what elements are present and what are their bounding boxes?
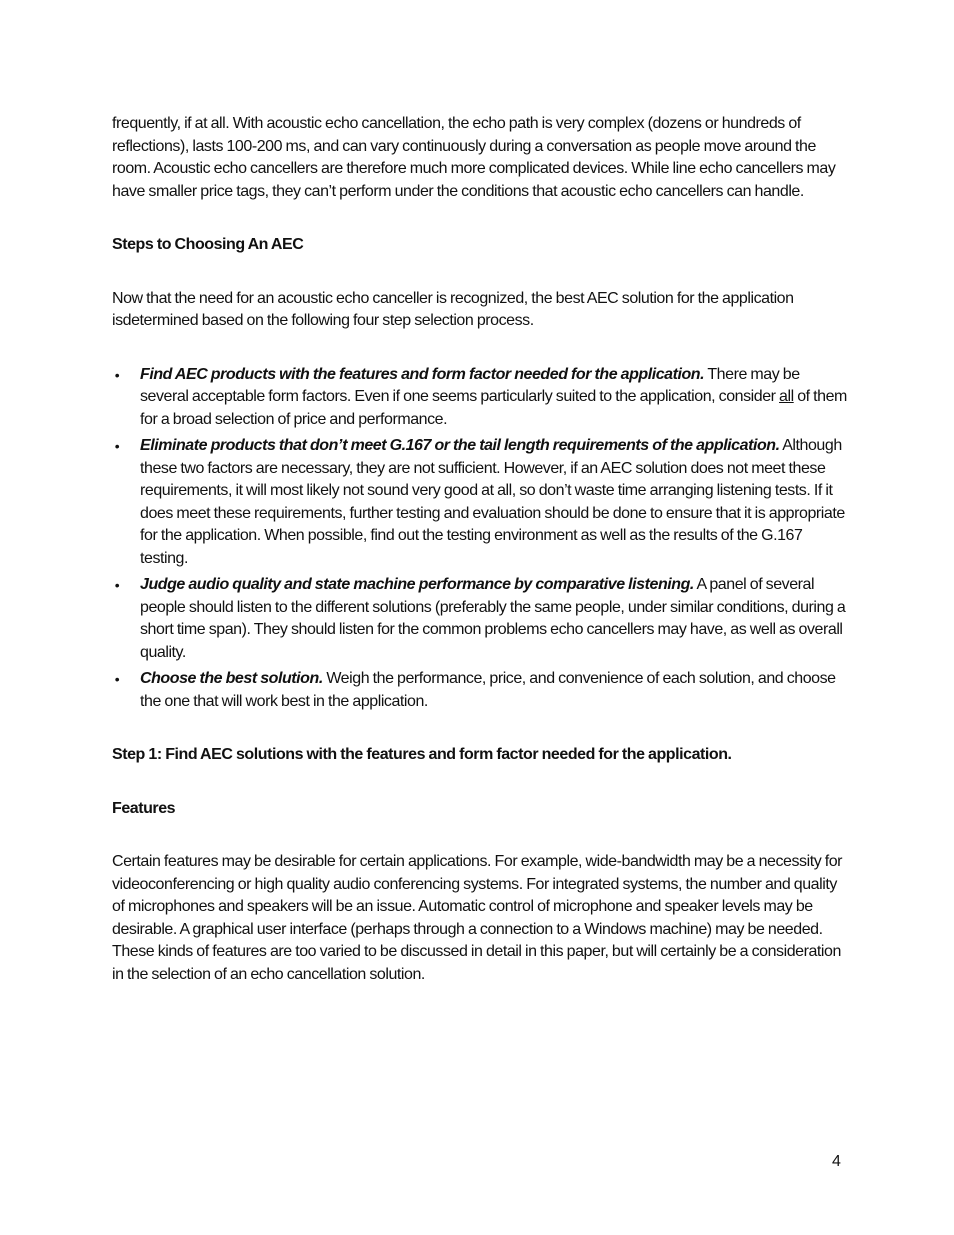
bullet-text: A panel of several people should listen to the different solutions (preferably the same people, under similar conditions, during a short time span). They should listen for the common problems echo cancellers may have, as well as overall quality. bbox=[140, 576, 846, 661]
bullet-text: of them for a broad selection of price and performance. bbox=[140, 388, 847, 428]
bullet-lead: Eliminate products that don’t meet G.167 or the tail length requirements of the application. bbox=[140, 437, 780, 454]
bullet-lead: Choose the best solution. bbox=[140, 670, 323, 687]
steps-paragraph: Now that the need for an acoustic echo canceller is recognized, the best AEC solution for the application isdetermined based on the following four step selection process. bbox=[112, 289, 794, 329]
bullet-text: Although these two factors are necessary, they are not sufficient. However, if an AEC solution does not meet these requirements, it will most likely not sound very good at all, so don’t waste time arranging listening tests. If it does meet these requirements, further testing and evaluation should be done to ensure that it is appropriate for the application. When possible, find out the testing environment as well as the results of the G.167 testing. bbox=[140, 437, 845, 567]
list-item bbox=[112, 668, 847, 713]
features-paragraph: Certain features may be desirable for certain applications. For example, wide-bandwidth may be a necessity for videoconferencing or high quality audio conferencing systems. For integrated systems, the number and quality of microphones and speakers will be an issue. Automatic control of microphone and speaker levels may be desirable. A graphical user interface (perhaps through a connection to a Windows machine) may be needed. These kinds of features are too varied to be discussed in detail in this paper, but will certainly be a consideration in the selection of an echo cancellation solution. bbox=[112, 853, 843, 983]
intro-paragraph: frequently, if at all. With acoustic echo cancellation, the echo path is very complex (dozens or hundreds of reflections), lasts 100-200 ms, and can vary continuously during a conversation as people move around the room. Acoustic echo cancellers are therefore much more complicated devices. While line echo cancellers may have smaller price tags, they can’t perform under the conditions that acoustic echo cancellers can handle. bbox=[112, 115, 836, 200]
step1-heading: Step 1: Find AEC solutions with the features and form factor needed for the application. bbox=[112, 746, 732, 763]
document-page bbox=[112, 113, 847, 986]
underlined-word: all bbox=[779, 388, 794, 405]
features-heading: Features bbox=[112, 799, 176, 817]
page-number: 4 bbox=[832, 1153, 841, 1170]
bullet-icon: • bbox=[114, 577, 120, 593]
list-item bbox=[112, 574, 847, 664]
selection-steps-list bbox=[112, 364, 847, 714]
list-item bbox=[112, 364, 847, 432]
bullet-icon: • bbox=[114, 671, 120, 687]
bullet-text: There may be several acceptable form factors. Even if one seems particularly suited to the application, consider bbox=[140, 365, 800, 405]
steps-heading: Steps to Choosing An AEC bbox=[112, 236, 304, 253]
bullet-lead: Judge audio quality and state machine performance by comparative listening. bbox=[140, 576, 694, 593]
bullet-icon: • bbox=[114, 366, 120, 383]
bullet-lead: Find AEC products with the features and form factor needed for the application. bbox=[140, 365, 705, 383]
bullet-text: Weigh the performance, price, and convenience of each solution, and choose the one that will work best in the application. bbox=[140, 670, 836, 710]
list-item bbox=[112, 435, 847, 570]
bullet-icon: • bbox=[114, 438, 120, 454]
